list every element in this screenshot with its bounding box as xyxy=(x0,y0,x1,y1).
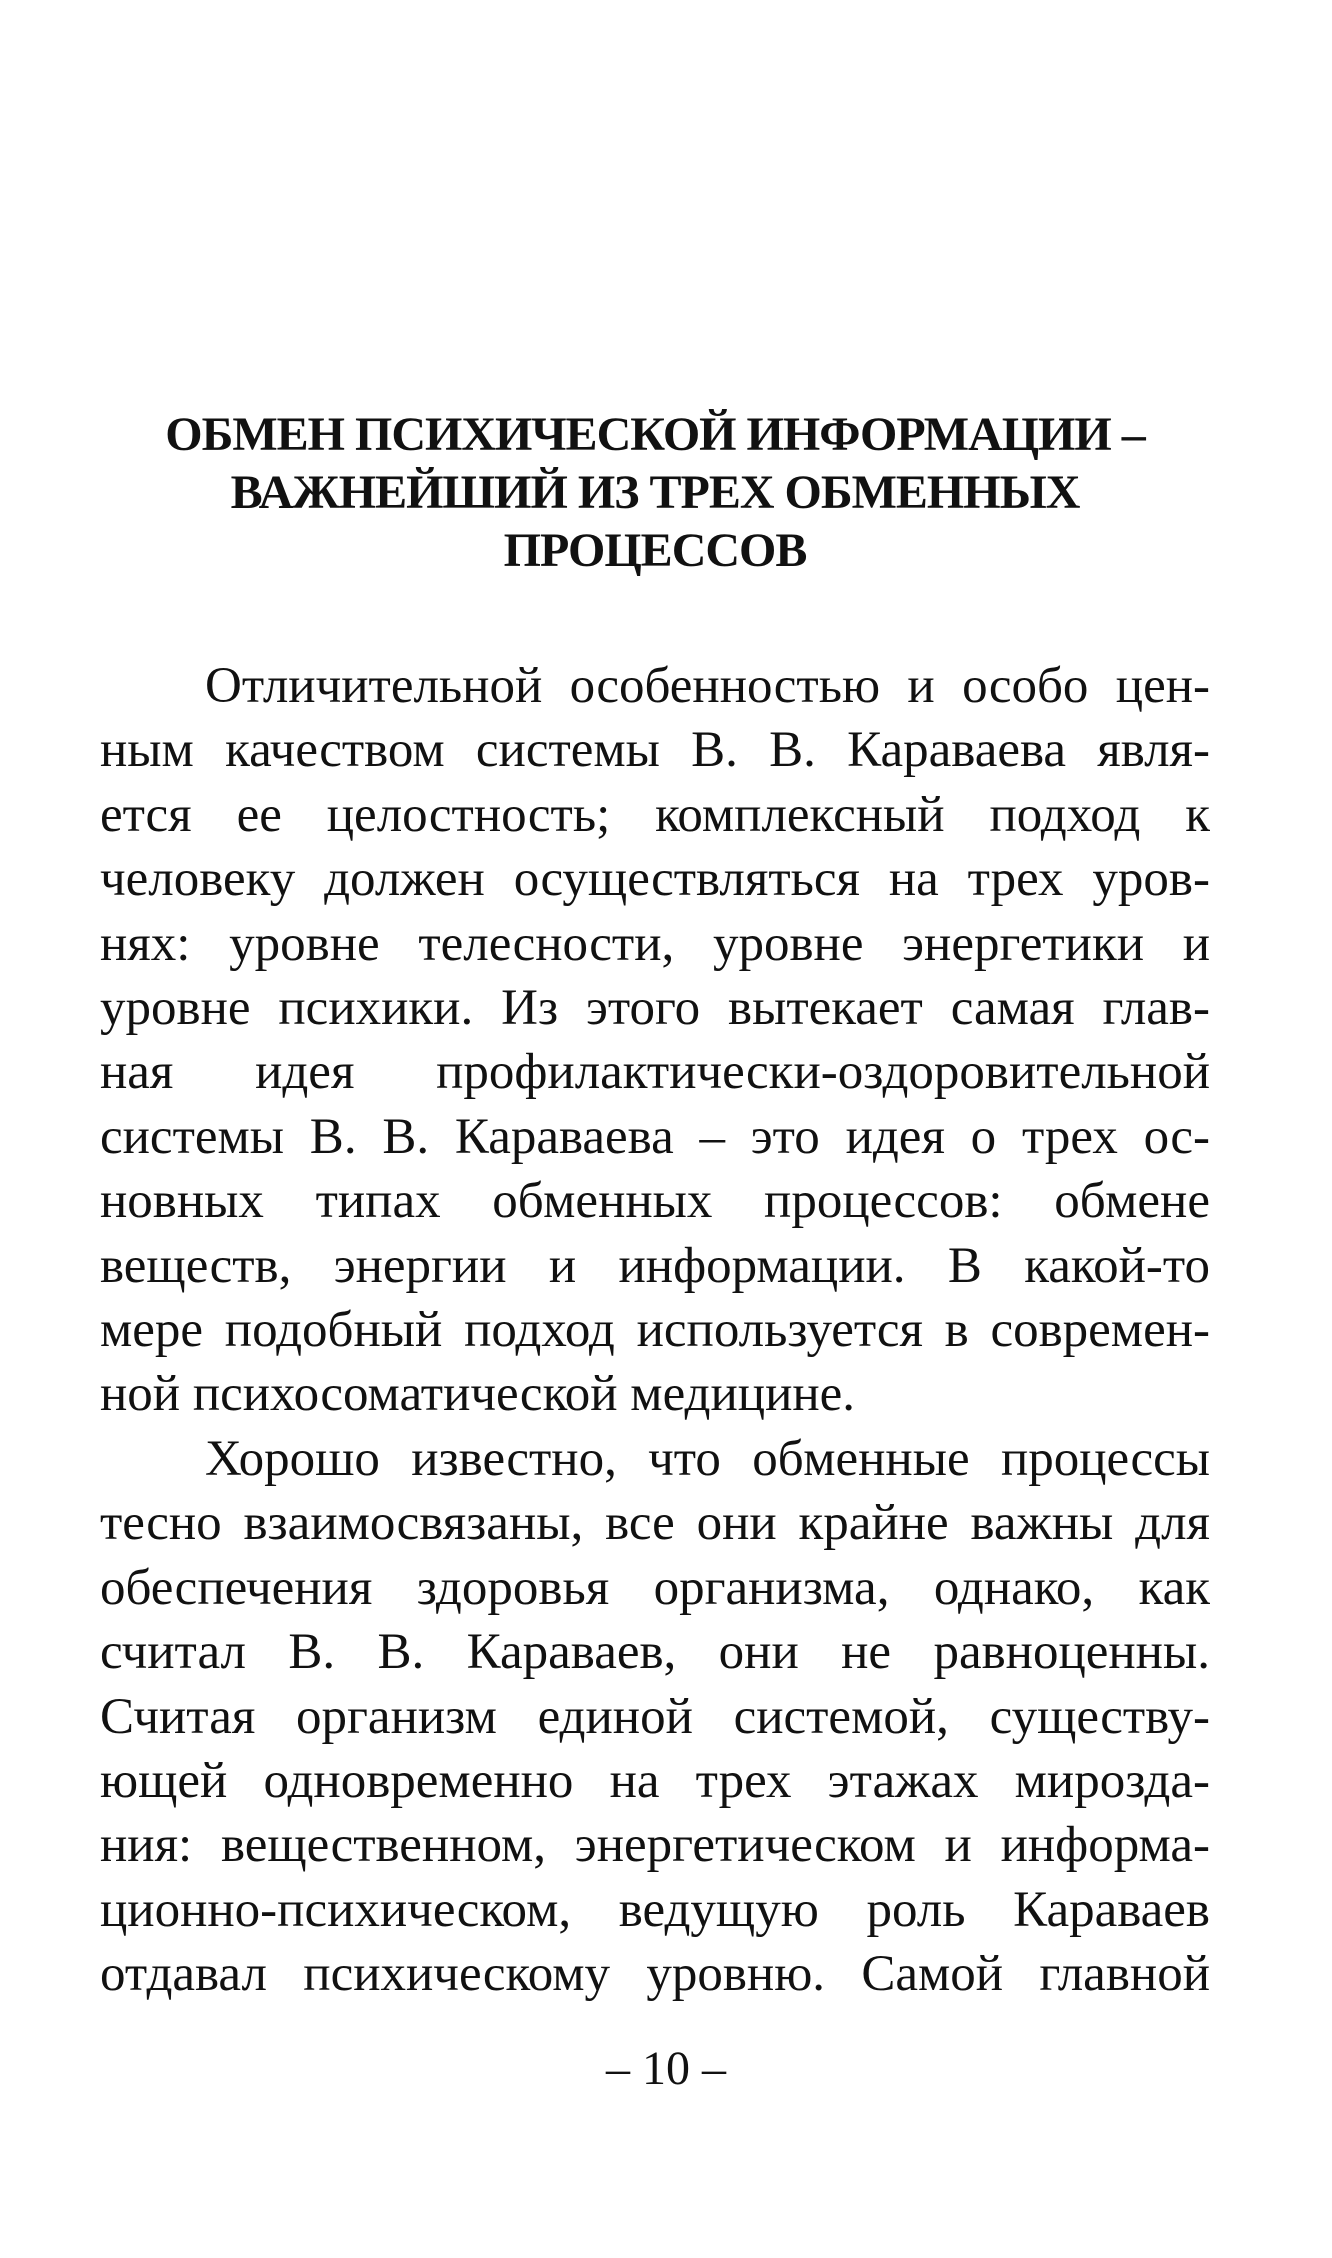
text-line: отдавал психическому уровню. Самой главной xyxy=(100,1946,1210,2003)
text-line: обеспечения здоровья организма, однако, как xyxy=(100,1559,1210,1616)
text-line: новных типах обменных процессов: обмене xyxy=(100,1173,1210,1230)
text-line: ная идея профилактически-оздоровительной xyxy=(100,1044,1210,1101)
text-line: ной психосоматической медицине. xyxy=(100,1366,856,1423)
text-line: ющей одновременно на трех этажах мирозда- xyxy=(100,1752,1210,1809)
heading-line: ОБМЕН ПСИХИЧЕСКОЙ ИНФОРМАЦИИ – xyxy=(165,408,1145,461)
paragraph-2 xyxy=(100,1427,1210,2007)
heading-line: ВАЖНЕЙШИЙ ИЗ ТРЕХ ОБМЕННЫХ xyxy=(230,466,1080,519)
text-line: ционно-психическом, ведущую роль Караваев xyxy=(100,1881,1210,1938)
text-line: мере подобный подход используется в современ- xyxy=(100,1301,1210,1358)
text-line: тесно взаимосвязаны, все они крайне важны для xyxy=(100,1495,1210,1552)
text-line: Отличительной особенностью и особо цен- xyxy=(205,658,1210,714)
text-line: ется ее целостность; комплексный подход к xyxy=(100,786,1210,843)
text-line: уровне психики. Из этого вытекает самая глав- xyxy=(100,979,1210,1036)
chapter-heading xyxy=(100,406,1210,580)
text-line: Хорошо известно, что обменные процессы xyxy=(205,1431,1210,1487)
text-line: ния: вещественном, энергетическом и информа- xyxy=(100,1817,1210,1874)
text-line: считал В. В. Караваев, они не равноценны. xyxy=(100,1624,1210,1681)
text-line: Считая организм единой системой, существу- xyxy=(100,1688,1210,1745)
text-line: человеку должен осуществляться на трех уров- xyxy=(100,851,1210,908)
text-line: веществ, энергии и информации. В какой-то xyxy=(100,1237,1210,1294)
text-line: системы В. В. Караваева – это идея о трех ос- xyxy=(100,1108,1210,1165)
heading-line: ПРОЦЕССОВ xyxy=(503,524,807,577)
text-line: нях: уровне телесности, уровне энергетики и xyxy=(100,915,1210,972)
text-line: ным качеством системы В. В. Караваева явля- xyxy=(100,722,1210,779)
page-number: – 10 – xyxy=(606,2042,726,2095)
paragraph-1 xyxy=(100,654,1210,1427)
